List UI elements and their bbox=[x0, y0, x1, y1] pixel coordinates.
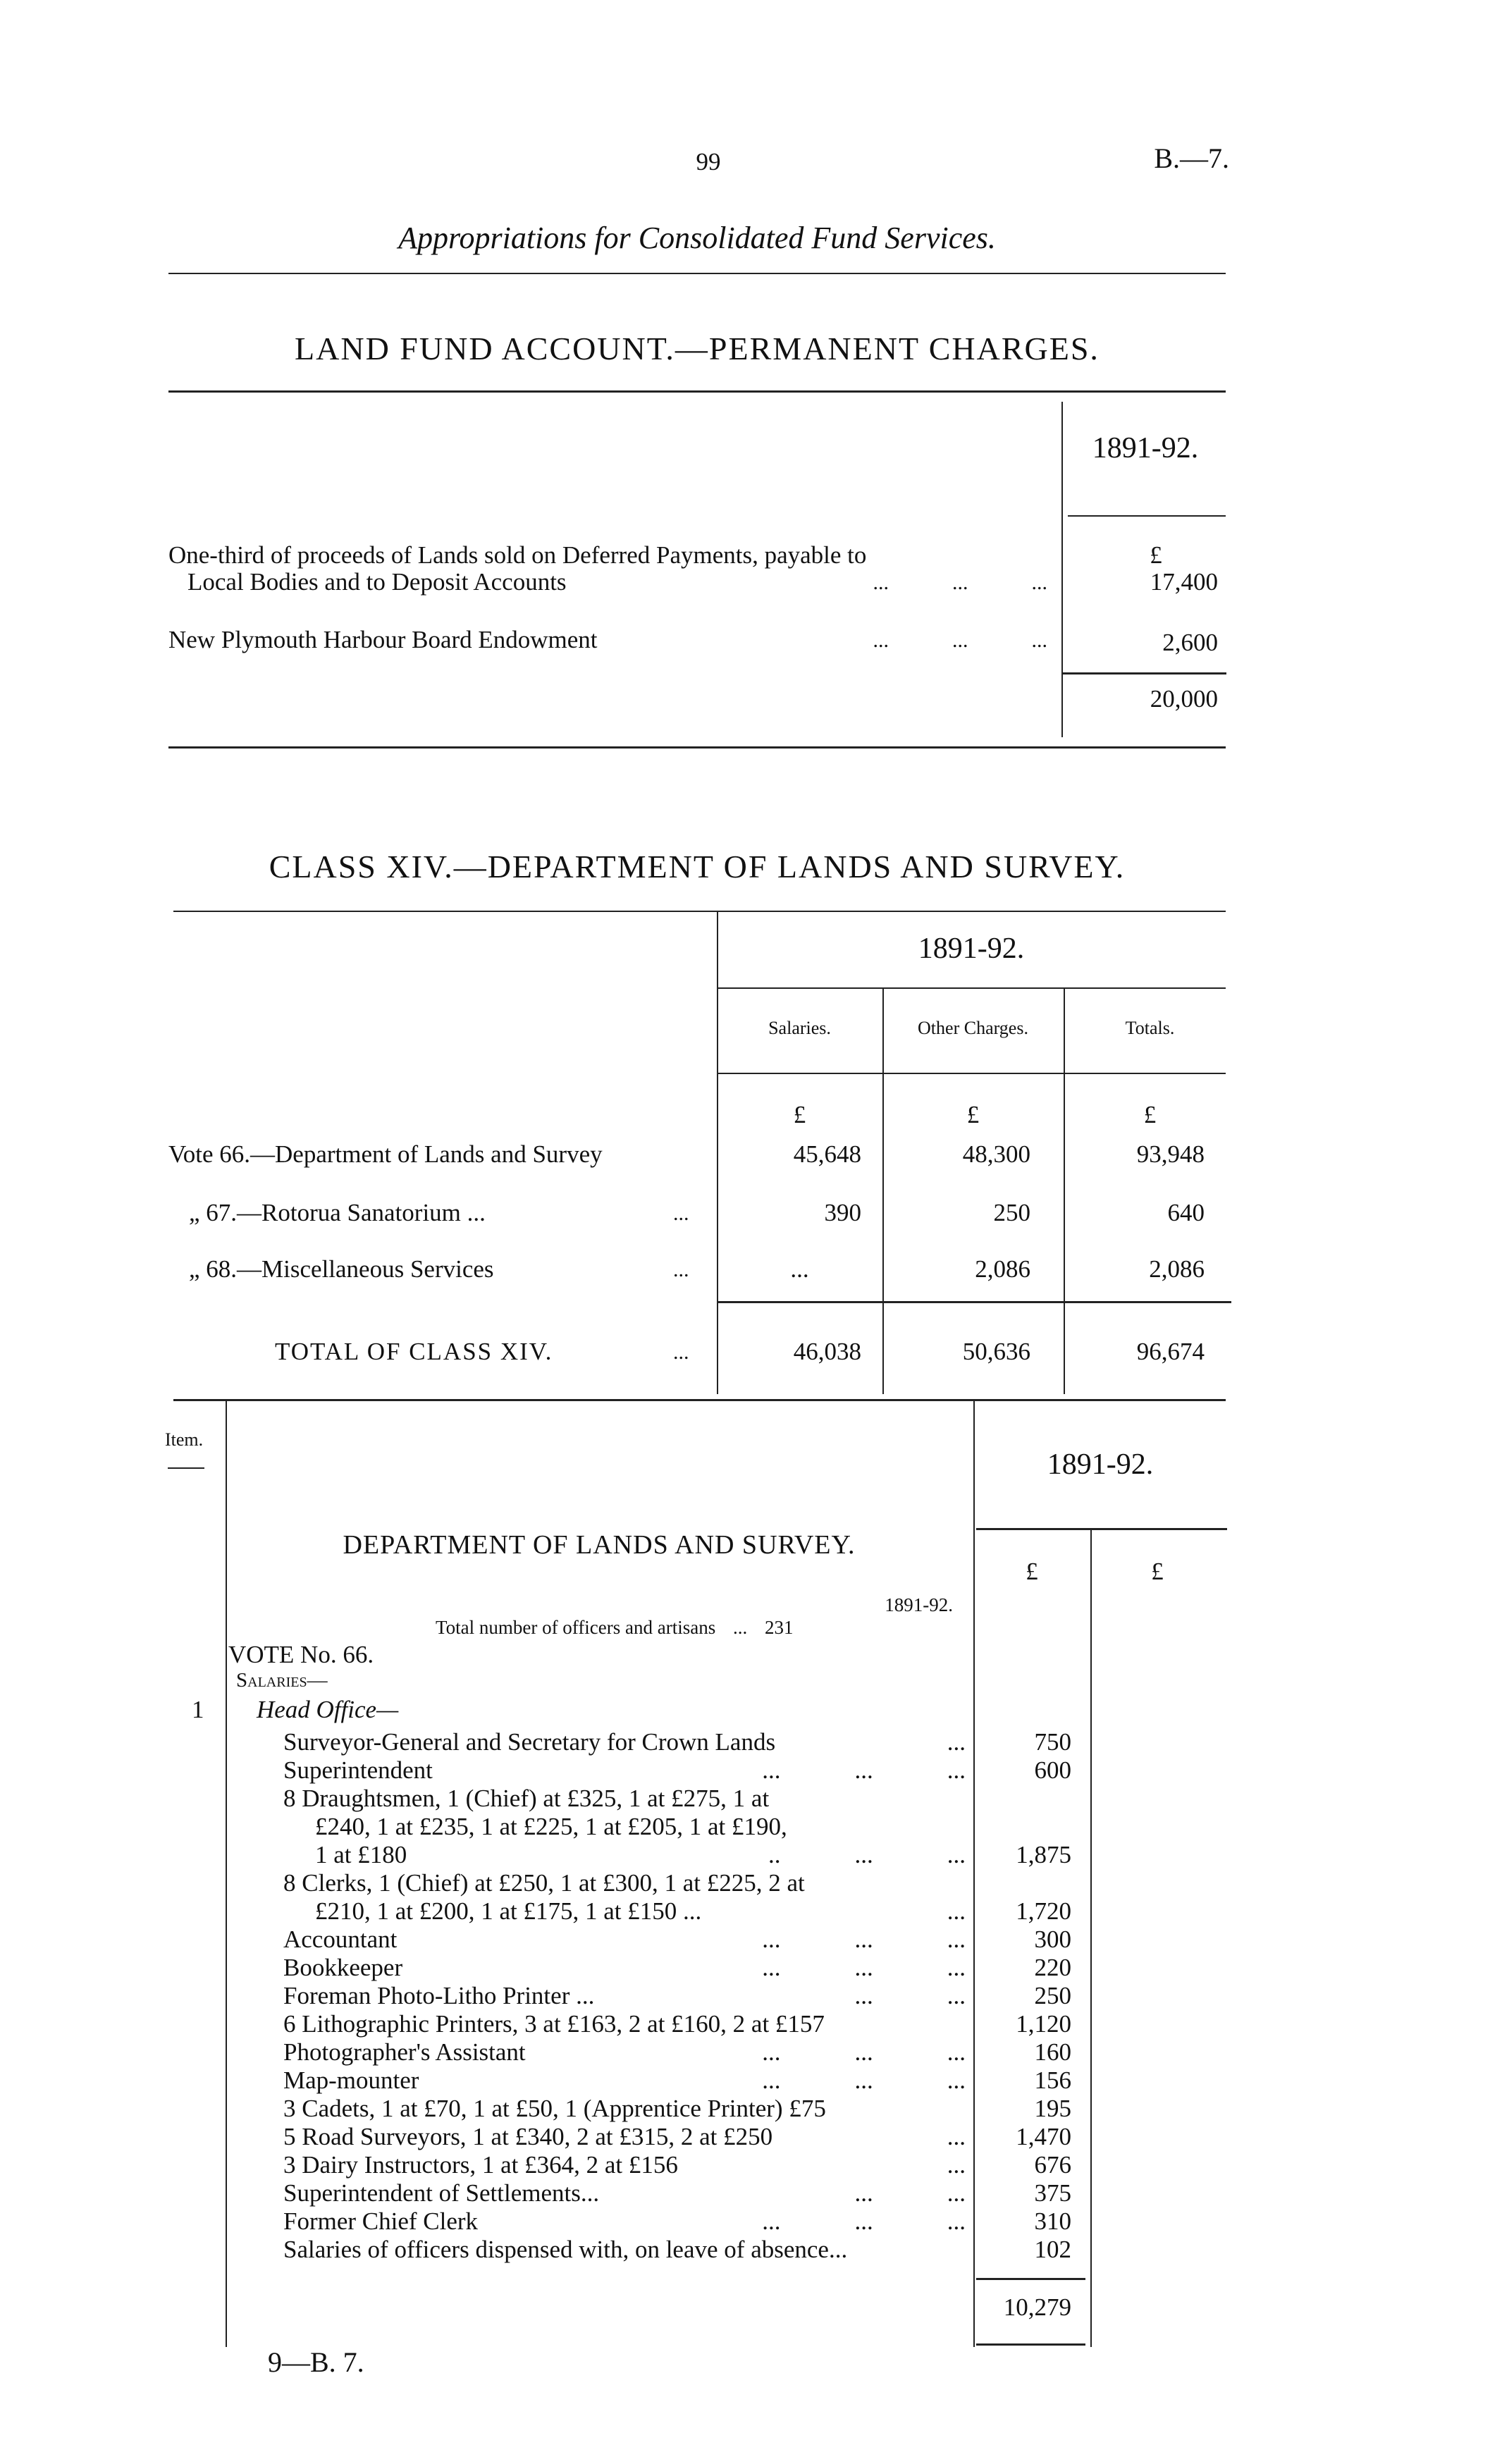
list-item bbox=[283, 2151, 1071, 2179]
officers-label: Total number of officers and artisans bbox=[436, 1617, 716, 1638]
currency-symbol: £ bbox=[793, 1101, 806, 1128]
vote-row-label: Vote 66.—Department of Lands and Survey bbox=[168, 1140, 603, 1168]
leaders: ... bbox=[943, 1728, 966, 1756]
column-divider bbox=[882, 987, 884, 1394]
item-text: 8 Draughtsmen, 1 (Chief) at £325, 1 at £275, 1 at bbox=[283, 1785, 770, 1812]
vote-row-label: „ 67.—Rotorua Sanatorium ... bbox=[189, 1199, 486, 1226]
officers-row bbox=[436, 1617, 794, 1639]
land-fund-total: 20,000 bbox=[1150, 685, 1218, 713]
item-amount: 676 bbox=[1034, 2151, 1071, 2179]
page-number: 99 bbox=[696, 148, 721, 175]
leaders: ... bbox=[673, 1341, 689, 1364]
divider bbox=[976, 2278, 1085, 2280]
item-text: Salaries of officers dispensed with, on leave of absence... bbox=[283, 2236, 848, 2263]
divider bbox=[168, 390, 1226, 393]
leaders: ... bbox=[943, 2151, 966, 2179]
section-heading: Salaries— bbox=[236, 1669, 328, 1692]
land-fund-row-2-amount: 2,600 bbox=[1162, 629, 1218, 656]
column-header-other-charges: Other Charges. bbox=[918, 1018, 1028, 1038]
divider bbox=[173, 911, 1226, 912]
footer-signature: 9—B. 7. bbox=[268, 2346, 364, 2378]
subsection-heading: Head Office— bbox=[257, 1696, 399, 1723]
list-item bbox=[283, 2207, 1071, 2236]
item-text: Surveyor-General and Secretary for Crown Lands bbox=[283, 1728, 776, 1756]
leaders: ... bbox=[943, 2123, 966, 2151]
item-amount: 156 bbox=[1034, 2066, 1071, 2094]
currency-symbol: £ bbox=[1026, 1558, 1038, 1585]
paper-reference: B.—7. bbox=[1154, 142, 1229, 174]
land-fund-row-1-line-1: One-third of proceeds of Lands sold on Deferred Payments, payable to bbox=[168, 541, 867, 569]
list-item bbox=[283, 1869, 1071, 1926]
leaders: ... ... bbox=[851, 1982, 966, 2010]
leaders: ... ... ... bbox=[758, 1954, 966, 1982]
divider bbox=[173, 1399, 1226, 1401]
column-header-salaries: Salaries. bbox=[768, 1018, 831, 1038]
divider bbox=[717, 1301, 1231, 1303]
vote-row-total: 640 bbox=[1167, 1199, 1205, 1226]
currency-symbol: £ bbox=[966, 1101, 980, 1128]
vote-row-label: „ 68.—Miscellaneous Services bbox=[189, 1255, 494, 1283]
officers-year: 1891-92. bbox=[885, 1594, 953, 1615]
item-text: 1 at £180 bbox=[315, 1841, 407, 1868]
officers-count: 231 bbox=[765, 1617, 794, 1638]
vote-row-salaries: ... bbox=[790, 1255, 809, 1283]
item-text: 8 Clerks, 1 (Chief) at £250, 1 at £300, 1 at £225, 2 at bbox=[283, 1869, 805, 1897]
item-text: 6 Lithographic Printers, 3 at £163, 2 at £160, 2 at £157 bbox=[283, 2010, 825, 2038]
leaders: ... bbox=[673, 1202, 689, 1225]
class-xiv-total-other: 50,636 bbox=[962, 1338, 1030, 1365]
item-text: £240, 1 at £235, 1 at £225, 1 at £205, 1 at £190, bbox=[315, 1813, 787, 1840]
item-text: Map-mounter bbox=[283, 2066, 419, 2094]
land-fund-year: 1891-92. bbox=[1092, 432, 1199, 464]
divider bbox=[717, 1073, 1226, 1074]
leaders: ... ... ... bbox=[758, 2038, 966, 2066]
item-amount: 1,120 bbox=[1016, 2010, 1071, 2038]
list-item bbox=[283, 2010, 1071, 2038]
column-header-totals: Totals. bbox=[1125, 1018, 1175, 1038]
list-item bbox=[283, 2038, 1071, 2066]
leaders: ... ... ... bbox=[758, 1926, 966, 1954]
leaders: ... ... ... bbox=[758, 2066, 966, 2095]
list-item bbox=[283, 1756, 1071, 1785]
divider bbox=[1063, 672, 1226, 674]
list-item bbox=[283, 2095, 1071, 2123]
leaders: ... ... ... bbox=[873, 629, 1047, 652]
leaders: ... ... ... bbox=[758, 1756, 966, 1785]
leaders: ... ... bbox=[851, 2179, 966, 2207]
item-text: 5 Road Surveyors, 1 at £340, 2 at £315, 2 at £250 bbox=[283, 2123, 773, 2150]
item-number: 1 bbox=[192, 1696, 204, 1723]
class-xiv-year: 1891-92. bbox=[918, 932, 1025, 965]
item-amount: 750 bbox=[1034, 1728, 1071, 1756]
divider bbox=[1068, 515, 1226, 517]
list-item bbox=[283, 1954, 1071, 1982]
leaders: .. ... ... bbox=[764, 1841, 966, 1869]
divider bbox=[976, 1528, 1227, 1530]
class-xiv-title: CLASS XIV.—DEPARTMENT OF LANDS AND SURVEY. bbox=[269, 849, 1126, 885]
list-item bbox=[283, 2236, 1071, 2264]
land-fund-row-1-amount: 17,400 bbox=[1150, 568, 1218, 596]
divider bbox=[168, 1467, 204, 1469]
list-item bbox=[283, 1982, 1071, 2010]
item-amount: 102 bbox=[1034, 2236, 1071, 2263]
item-amount: 250 bbox=[1034, 1982, 1071, 2009]
salaries-subtotal: 10,279 bbox=[1003, 2293, 1071, 2321]
vote-row-total: 93,948 bbox=[1136, 1140, 1205, 1168]
vote-row-other-charges: 48,300 bbox=[962, 1140, 1030, 1168]
class-xiv-total-totals: 96,674 bbox=[1136, 1338, 1205, 1365]
divider bbox=[717, 987, 1226, 989]
item-amount: 375 bbox=[1034, 2179, 1071, 2207]
divider bbox=[976, 2343, 1085, 2346]
item-amount: 1,720 bbox=[1016, 1897, 1071, 1925]
item-amount: 195 bbox=[1034, 2095, 1071, 2122]
item-amount: 1,470 bbox=[1016, 2123, 1071, 2150]
item-amount: 220 bbox=[1034, 1954, 1071, 1981]
list-item bbox=[283, 1785, 1071, 1869]
item-text: Bookkeeper bbox=[283, 1954, 403, 1981]
class-xiv-total-label: TOTAL OF CLASS XIV. bbox=[275, 1338, 553, 1365]
leaders: ... ... ... bbox=[873, 571, 1047, 594]
item-text: Accountant bbox=[283, 1926, 398, 1953]
land-fund-title: LAND FUND ACCOUNT.—PERMANENT CHARGES. bbox=[295, 331, 1100, 366]
leaders: ... bbox=[943, 1897, 966, 1926]
column-divider bbox=[1064, 987, 1065, 1394]
vote-row-other-charges: 2,086 bbox=[975, 1255, 1030, 1283]
list-item bbox=[283, 2179, 1071, 2207]
item-text: 3 Dairy Instructors, 1 at £364, 2 at £156 bbox=[283, 2151, 678, 2179]
item-amount: 1,875 bbox=[1016, 1841, 1071, 1868]
item-text: Superintendent of Settlements... bbox=[283, 2179, 600, 2207]
vote-row-total: 2,086 bbox=[1149, 1255, 1205, 1283]
column-divider bbox=[1061, 402, 1063, 737]
land-fund-row-2-label: New Plymouth Harbour Board Endowment bbox=[168, 626, 598, 653]
list-item bbox=[283, 2066, 1071, 2095]
vote-row-salaries: 45,648 bbox=[793, 1140, 861, 1168]
estimates-year: 1891-92. bbox=[1047, 1448, 1154, 1481]
leaders: ... bbox=[673, 1258, 689, 1281]
land-fund-row-1-line-2: Local Bodies and to Deposit Accounts bbox=[187, 568, 567, 596]
currency-symbol: £ bbox=[1143, 1101, 1157, 1128]
leaders: ... bbox=[733, 1617, 748, 1638]
item-text: Superintendent bbox=[283, 1756, 433, 1784]
running-title: Appropriations for Consolidated Fund Services. bbox=[398, 221, 996, 255]
list-item bbox=[283, 1926, 1071, 1954]
item-text: Former Chief Clerk bbox=[283, 2207, 479, 2235]
currency-symbol: £ bbox=[1151, 1558, 1164, 1585]
currency-symbol: £ bbox=[1150, 541, 1162, 569]
list-item bbox=[283, 2123, 1071, 2151]
item-text: Photographer's Assistant bbox=[283, 2038, 526, 2066]
divider bbox=[168, 746, 1226, 749]
class-xiv-total-salaries: 46,038 bbox=[793, 1338, 861, 1365]
item-text: 3 Cadets, 1 at £70, 1 at £50, 1 (Apprentice Printer) £75 bbox=[283, 2095, 826, 2122]
item-amount: 310 bbox=[1034, 2207, 1071, 2235]
department-title: DEPARTMENT OF LANDS AND SURVEY. bbox=[343, 1530, 856, 1560]
divider bbox=[168, 273, 1226, 274]
item-header: Item. bbox=[165, 1429, 204, 1450]
vote-heading: VOTE No. 66. bbox=[228, 1641, 374, 1668]
item-amount: 160 bbox=[1034, 2038, 1071, 2066]
column-divider bbox=[1090, 1528, 1092, 2347]
item-amount: 300 bbox=[1034, 1926, 1071, 1953]
item-text: £210, 1 at £200, 1 at £175, 1 at £150 ... bbox=[315, 1897, 702, 1925]
vote-row-other-charges: 250 bbox=[993, 1199, 1030, 1226]
item-text: Foreman Photo-Litho Printer ... bbox=[283, 1982, 595, 2009]
item-amount: 600 bbox=[1034, 1756, 1071, 1784]
list-item bbox=[283, 1728, 1071, 1756]
leaders: ... ... ... bbox=[758, 2207, 966, 2236]
vote-row-salaries: 390 bbox=[824, 1199, 861, 1226]
